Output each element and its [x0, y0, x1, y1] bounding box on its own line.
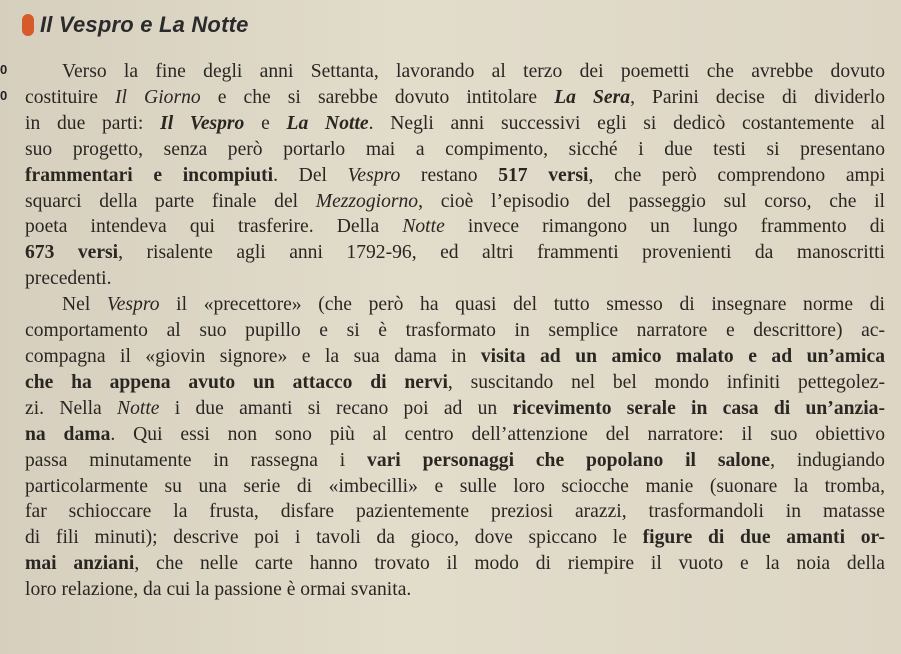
- text-run: squarci della parte finale del: [25, 190, 316, 212]
- bold-text: ricevimento serale in casa di un’anzia-: [512, 397, 885, 419]
- text-run: comportamento al suo pupillo e si è trasformato in semplice narratore e descrittore) ac-: [25, 320, 885, 342]
- italic-text: Notte: [117, 397, 160, 419]
- italic-text: Vespro: [347, 164, 401, 186]
- text-run: e che si sarebbe dovuto intitolare: [200, 86, 555, 108]
- text-line: [25, 499, 885, 525]
- text-line: [25, 266, 885, 292]
- text-line: [25, 577, 885, 603]
- text-line: [25, 292, 885, 318]
- text-line: [25, 525, 885, 551]
- bold-text: che ha appena avuto un attacco di nervi: [25, 371, 448, 393]
- text-line: [25, 344, 885, 370]
- text-line: [25, 396, 885, 422]
- text-line: [25, 474, 885, 500]
- text-run: invece rimangono un lungo frammento di: [444, 216, 885, 238]
- bold-text: 673 versi: [25, 242, 119, 264]
- margin-number: 0: [0, 88, 8, 103]
- bold-text: Il Vespro: [160, 112, 245, 134]
- section-header: [22, 12, 249, 38]
- text-run: precedenti.: [25, 268, 112, 290]
- text-run: il «precettore» (che però ha quasi del tutto smesso di insegnare norme di: [159, 294, 885, 316]
- text-run: restano: [400, 164, 499, 186]
- text-line: [25, 111, 885, 137]
- text-line: [25, 240, 885, 266]
- paragraph-1: [25, 59, 885, 292]
- bold-text: visita ad un amico malato e ad un’amica: [480, 345, 885, 367]
- text-line: [25, 422, 885, 448]
- text-run: , che nelle carte hanno trovato il modo di riempire il vuoto e la noia della: [134, 553, 885, 575]
- text-line: [25, 370, 885, 396]
- italic-text: Notte: [402, 216, 445, 238]
- text-run: passa minutamente in rassegna i: [25, 449, 368, 471]
- section-title: Il Vespro e La Notte: [40, 12, 249, 37]
- paragraph-2: [25, 292, 885, 603]
- text-run: , Parini decise di dividerlo: [630, 86, 886, 108]
- text-run: , indugiando: [770, 449, 885, 471]
- text-line: [25, 189, 885, 215]
- orange-marker-icon: [22, 14, 34, 36]
- italic-text: Mezzogiorno: [315, 190, 419, 212]
- text-line: [25, 214, 885, 240]
- text-run: . Qui essi non sono più al centro dell’attenzione del narratore: il suo obiettivo: [110, 423, 886, 445]
- text-run: far schioccare la frusta, disfare pazientemente preziosi arazzi, trasformandoli in matasse: [25, 501, 885, 523]
- text-line: [25, 318, 885, 344]
- bold-text: mai anziani: [25, 553, 135, 575]
- bold-text: 517 versi: [498, 164, 589, 186]
- bold-text: na dama: [25, 423, 111, 445]
- text-run: in due parti:: [25, 112, 161, 134]
- text-run: , risalente agli anni 1792-96, ed altri frammenti provenienti da manoscritti: [118, 242, 885, 264]
- text-run: costituire: [25, 86, 115, 108]
- text-run: loro relazione, da cui la passione è ormai svanita.: [25, 579, 412, 601]
- text-run: compagna il «giovin signore» e la sua dama in: [25, 345, 481, 367]
- text-run: particolarmente su una serie di «imbecilli» e sulle loro sciocche manie (suonare la tromba,: [25, 475, 885, 497]
- text-run: i due amanti si recano poi ad un: [159, 397, 513, 419]
- text-run: Nel: [62, 294, 107, 316]
- text-run: . Del: [273, 164, 348, 186]
- body-text: [25, 59, 885, 603]
- text-run: , che però comprendono ampi: [588, 164, 885, 186]
- text-line: [25, 137, 885, 163]
- text-line: [25, 85, 885, 111]
- bold-text: figure di due amanti or-: [642, 527, 886, 549]
- text-line: [25, 551, 885, 577]
- italic-text: Vespro: [106, 294, 160, 316]
- bold-text: frammentari e incompiuti: [25, 164, 274, 186]
- text-line: [25, 59, 885, 85]
- text-run: , suscitando nel bel mondo infiniti pettegolez-: [447, 371, 885, 393]
- text-run: Verso la fine degli anni Settanta, lavorando al terzo dei poemetti che avrebbe dovuto: [62, 61, 885, 82]
- text-run: . Negli anni successivi egli si dedicò costantemente al: [368, 112, 886, 134]
- margin-number: 0: [0, 62, 8, 77]
- text-run: poeta intendeva qui trasferire. Della: [25, 216, 403, 238]
- text-run: , cioè l’episodio del passeggio sul corso, che il: [418, 190, 885, 212]
- text-run: suo progetto, senza però portarlo mai a compimento, sicché i due testi si presentano: [25, 138, 885, 160]
- bold-text: vari personaggi che popolano il salone: [367, 449, 771, 471]
- italic-text: Il Giorno: [115, 86, 201, 108]
- text-line: [25, 163, 885, 189]
- text-line: [25, 448, 885, 474]
- text-run: e: [244, 112, 287, 134]
- text-run: di fili minuti); descrive poi i tavoli da gioco, dove spiccano le: [25, 527, 643, 549]
- text-run: zi. Nella: [25, 397, 118, 419]
- bold-text: La Sera: [554, 86, 631, 108]
- bold-text: La Notte: [286, 112, 369, 134]
